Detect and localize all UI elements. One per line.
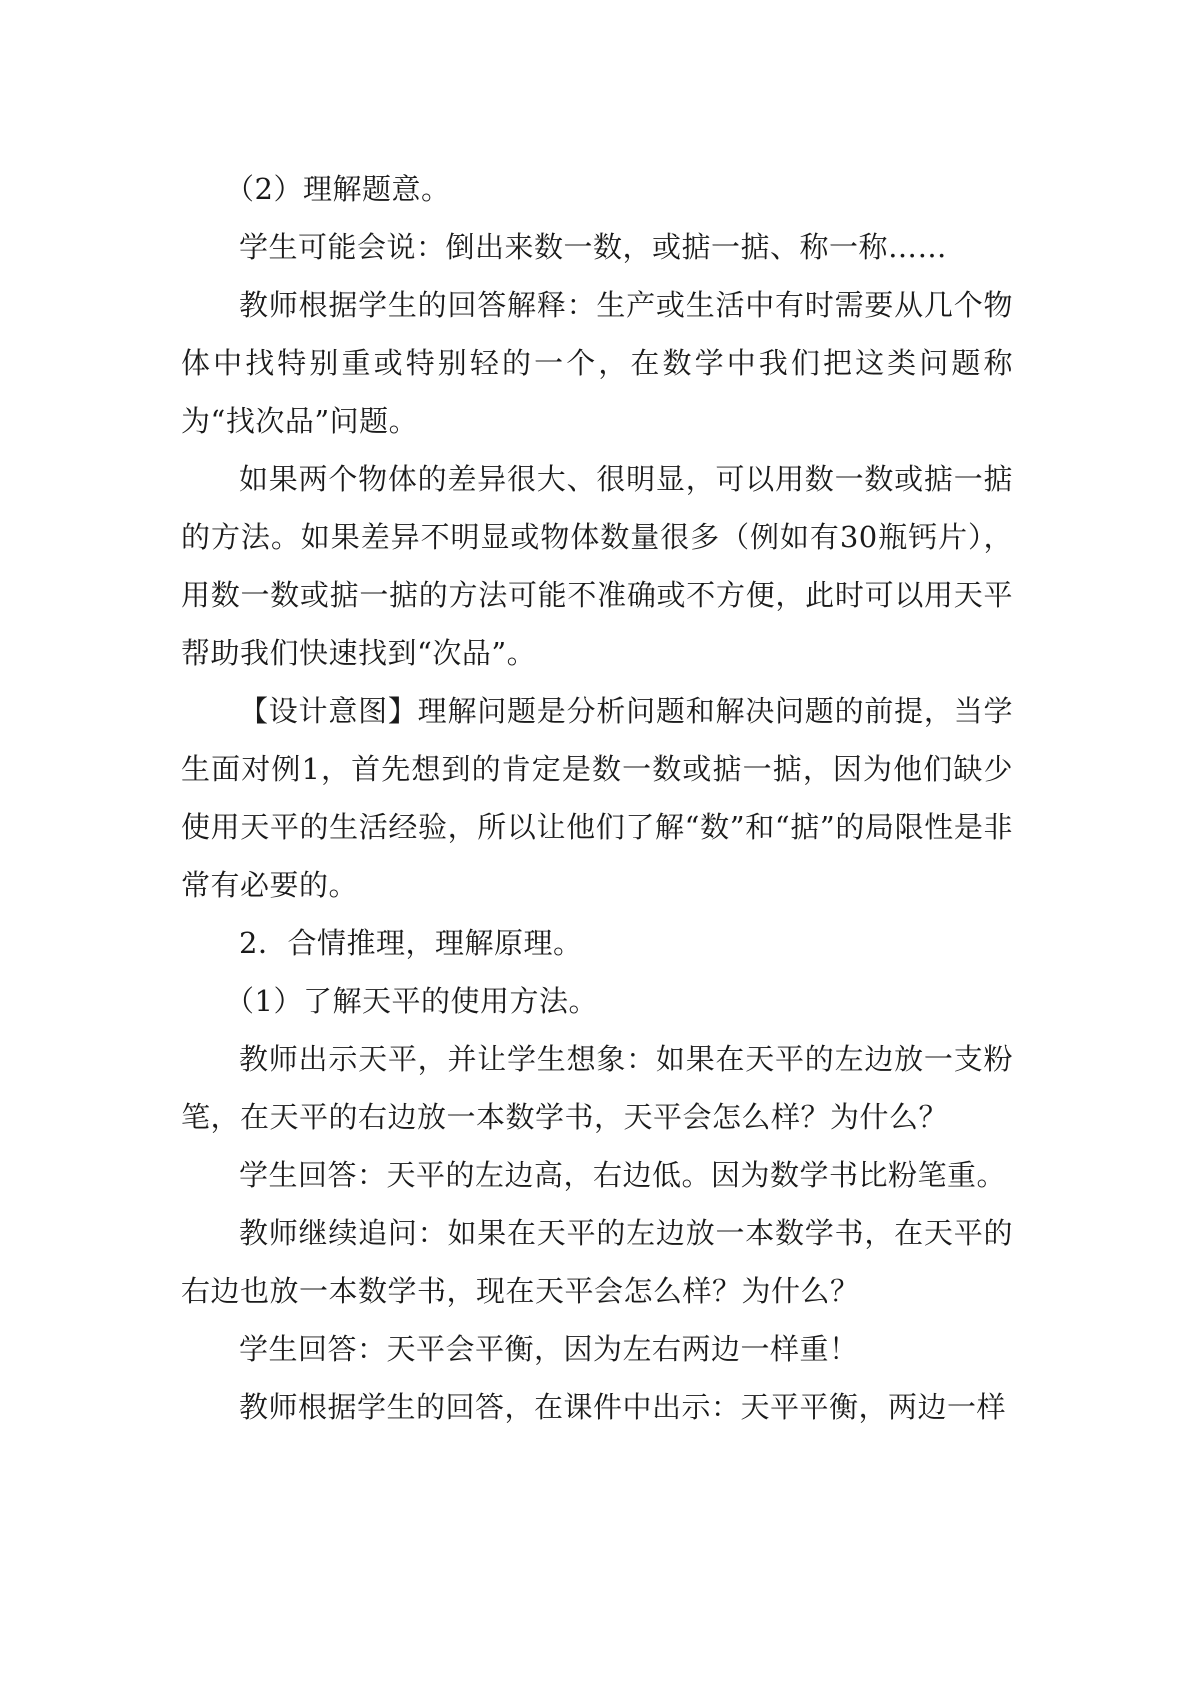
- paragraph-design-intent: 【设计意图】理解问题是分析问题和解决问题的前提，当学生面对例1，首先想到的肯定是数一数或掂一掂，因为他们缺少使用天平的生活经验，所以让他们了解“数”和“掂”的局限性是非常有必要的。: [181, 694, 1013, 902]
- paragraph-teacher-courseware: 教师根据学生的回答，在课件中出示：天平平衡，两边一样: [239, 1390, 1007, 1424]
- paragraph-student-answer: 学生可能会说：倒出来数一数，或掂一掂、称一称……: [239, 230, 948, 264]
- paragraph-student-answer-3: 学生回答：天平会平衡，因为左右两边一样重！: [239, 1332, 859, 1366]
- subheading-balance-usage: （1）了解天平的使用方法。: [225, 984, 598, 1018]
- section-heading-reasoning: 2．合情推理，理解原理。: [239, 926, 583, 960]
- paragraph-student-answer-2: 学生回答：天平的左边高，右边低。因为数学书比粉笔重。: [239, 1158, 1007, 1192]
- subheading-understand-problem: （2）理解题意。: [225, 172, 451, 206]
- paragraph-teacher-explanation: 教师根据学生的回答解释：生产或生活中有时需要从几个物体中找特别重或特别轻的一个，在数学中我们把这类问题称为“找次品”问题。: [181, 288, 1013, 438]
- paragraph-method-comparison: 如果两个物体的差异很大、很明显，可以用数一数或掂一掂的方法。如果差异不明显或物体数量很多（例如有30瓶钙片），用数一数或掂一掂的方法可能不准确或不方便，此时可以用天平帮助我们快速找到“次品”。: [181, 462, 1013, 670]
- document-body: [181, 160, 1013, 1436]
- paragraph-teacher-shows-balance: 教师出示天平，并让学生想象：如果在天平的左边放一支粉笔，在天平的右边放一本数学书，天平会怎么样？为什么？: [181, 1042, 1013, 1134]
- paragraph-teacher-follow-up: 教师继续追问：如果在天平的左边放一本数学书，在天平的右边也放一本数学书，现在天平会怎么样？为什么？: [181, 1216, 1013, 1308]
